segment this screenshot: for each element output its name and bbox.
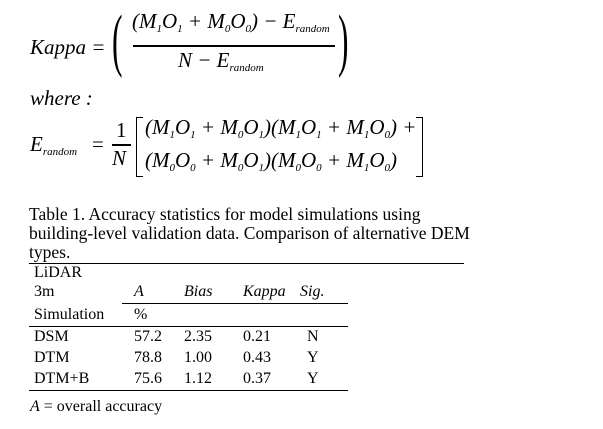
table-caption: Table 1. Accuracy statistics for model simulations using building-level validation data. Comparison of alternative DEM types.: [29, 204, 470, 262]
cell-sig: N: [307, 328, 319, 345]
cell-simulation: DTM+B: [34, 370, 90, 387]
kappa-numerator: $(M_1O_1 + M_0O_0) - E_{random}$: [132, 9, 330, 35]
erandom-right-bracket: [416, 117, 423, 177]
cell-simulation: DSM: [34, 328, 69, 345]
erandom-frac-numerator: 1: [116, 118, 127, 142]
col-header-bias: Bias: [184, 283, 213, 300]
kappa-right-paren: ): [338, 2, 349, 79]
erandom-line-2: $(M_0O_0 + M_0O_1)(M_0O_0 + M_1O_0)$: [145, 148, 398, 174]
erandom-line-1: $(M_1O_1 + M_0O_1)(M_1O_1 + M_1O_0)$ +: [145, 115, 417, 141]
cell-a: 78.8: [134, 349, 162, 366]
kappa-label: Kappa =: [30, 35, 106, 59]
cell-bias: 1.00: [184, 349, 212, 366]
erandom-label: $E_{random}$: [30, 132, 78, 158]
caption-rule: [29, 263, 464, 264]
col-header-sig: Sig.: [300, 283, 325, 300]
sub-label-simulation: Simulation: [34, 306, 105, 323]
cell-bias: 2.35: [184, 328, 212, 345]
cell-sig: Y: [307, 370, 319, 387]
cell-sig: Y: [307, 349, 319, 366]
header-rule-2: [29, 326, 348, 327]
cell-kappa: 0.43: [243, 349, 271, 366]
table-group-header-2: 3m: [34, 283, 55, 300]
cell-a: 57.2: [134, 328, 162, 345]
cell-a: 75.6: [134, 370, 162, 387]
erandom-left-bracket: [136, 117, 143, 177]
sub-unit-percent: %: [134, 306, 148, 323]
cell-kappa: 0.21: [243, 328, 271, 345]
cell-bias: 1.12: [184, 370, 212, 387]
erandom-equals: =: [92, 132, 104, 156]
col-header-kappa: Kappa: [243, 283, 286, 300]
erandom-frac-denominator: N: [112, 146, 127, 170]
header-rule-1: [122, 303, 348, 304]
cell-simulation: DTM: [34, 349, 70, 366]
table-footnote: A = overall accuracy: [30, 398, 163, 415]
table-group-header-1: LiDAR: [34, 264, 82, 281]
kappa-fraction-bar: [133, 45, 335, 47]
kappa-left-paren: (: [112, 2, 123, 79]
col-header-a: A: [134, 283, 144, 300]
where-label: where :: [30, 86, 93, 110]
kappa-denominator: $N - E_{random}$: [178, 48, 264, 74]
table-bottom-rule: [29, 390, 348, 391]
cell-kappa: 0.37: [243, 370, 271, 387]
